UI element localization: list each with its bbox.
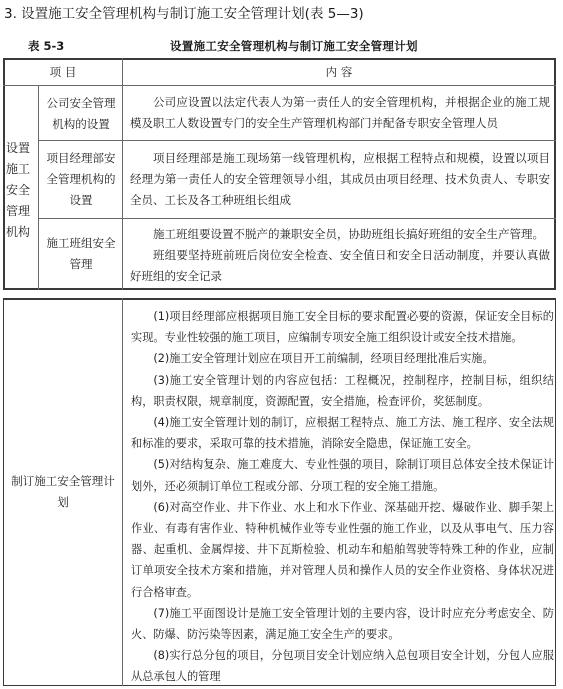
table-number: 表 5-3 bbox=[28, 39, 65, 53]
table-title: 设置施工安全管理机构与制订施工安全管理计划 bbox=[170, 39, 418, 53]
plan-list bbox=[131, 306, 554, 688]
plan-item-6: (6)对高空作业、井下作业、水上和水下作业、深基础开挖、爆破作业、脚手架上作业、有毒有害作业、特种机械作业等专业性强的施工作业，以及从事电气、压力容器、起重机、金属焊接、井下瓦斯检验、机动车和船舶驾驶等特殊工种的作业，应制订单项安全技术方案和措施，并对管理人员和操作人员的安全作业资格、身体状况进行合格审查。 bbox=[131, 500, 554, 599]
section-label-plan: 制订施工安全管理计划 bbox=[11, 474, 115, 509]
plan-item-4: (4)施工安全管理计划的制订，应根据工程特点、施工方法、施工程序、安全法规和标准的要求，采取可靠的技术措施，消除安全隐患，保证施工安全。 bbox=[131, 416, 554, 451]
plan-item-3: (3)施工安全管理计划的内容应包括：工程概况，控制程序，控制目标，组织结构，职责权限，规章制度，资源配置，安全措施，检查评价，奖惩制度。 bbox=[131, 373, 554, 408]
plan-item-5: (5)对结构复杂、施工难度大、专业性强的项目，除制订项目总体安全技术保证计划外，还必须制订单位工程或分部、分项工程的安全施工措施。 bbox=[131, 458, 554, 493]
row-content-project-department bbox=[130, 148, 550, 211]
row-item-company: 公司安全管理机构的设置 bbox=[46, 96, 116, 131]
content-paragraph: 项目经理部是施工现场第一线管理机构，应根据工程特点和规模，设置以项目经理为第一责任人的安全管理领导小组，其成员由项目经理、技术负责人、专职安全员、工长及各工种班组长组成 bbox=[130, 151, 550, 207]
content-paragraph: 班组要坚持班前班后岗位安全检查、安全值日和安全日活动制度，并要认真做好班组的安全记录 bbox=[130, 248, 550, 283]
row-content-team bbox=[130, 224, 550, 287]
row-content-company bbox=[130, 92, 550, 134]
table-caption bbox=[0, 38, 563, 56]
row-item-project-department: 项目经理部安全管理机构的设置 bbox=[46, 150, 116, 207]
column-header-content: 内 容 bbox=[325, 65, 353, 79]
content-paragraph: 施工班组要设置不脱产的兼职安全员，协助班组长搞好班组的安全生产管理。 bbox=[153, 227, 544, 241]
plan-item-2: (2)施工安全管理计划应在项目开工前编制，经项目经理批准后实施。 bbox=[153, 352, 494, 366]
plan-item-7: (7)施工平面图设计是施工安全管理计划的主要内容，设计时应充分考虑安全、防火、防爆、防污染等因素，满足施工安全生产的要求。 bbox=[131, 606, 554, 642]
plan-item-8: (8)实行总分包的项目，分包项目安全计划应纳入总包项目安全计划，分包人应服从总承包人的管理 bbox=[131, 649, 554, 684]
column-header-item: 项 目 bbox=[49, 65, 77, 79]
section-label-organization: 设置施工安全管理机构 bbox=[6, 140, 31, 239]
plan-item-1: (1)项目经理部应根据项目施工安全目标的要求配置必要的资源，保证安全目标的实现。专业性较强的施工项目，应编制专项安全施工组织设计或安全技术措施。 bbox=[131, 310, 554, 345]
row-item-team: 施工班组安全管理 bbox=[46, 236, 116, 271]
content-paragraph: 公司应设置以法定代表人为第一责任人的安全管理机构，并根据企业的施工规模及职工人数设置专门的安全生产管理机构部门并配备专职安全管理人员 bbox=[130, 95, 550, 130]
section-heading: 3. 设置施工安全管理机构与制订施工安全管理计划(表 5—3) bbox=[4, 6, 364, 22]
